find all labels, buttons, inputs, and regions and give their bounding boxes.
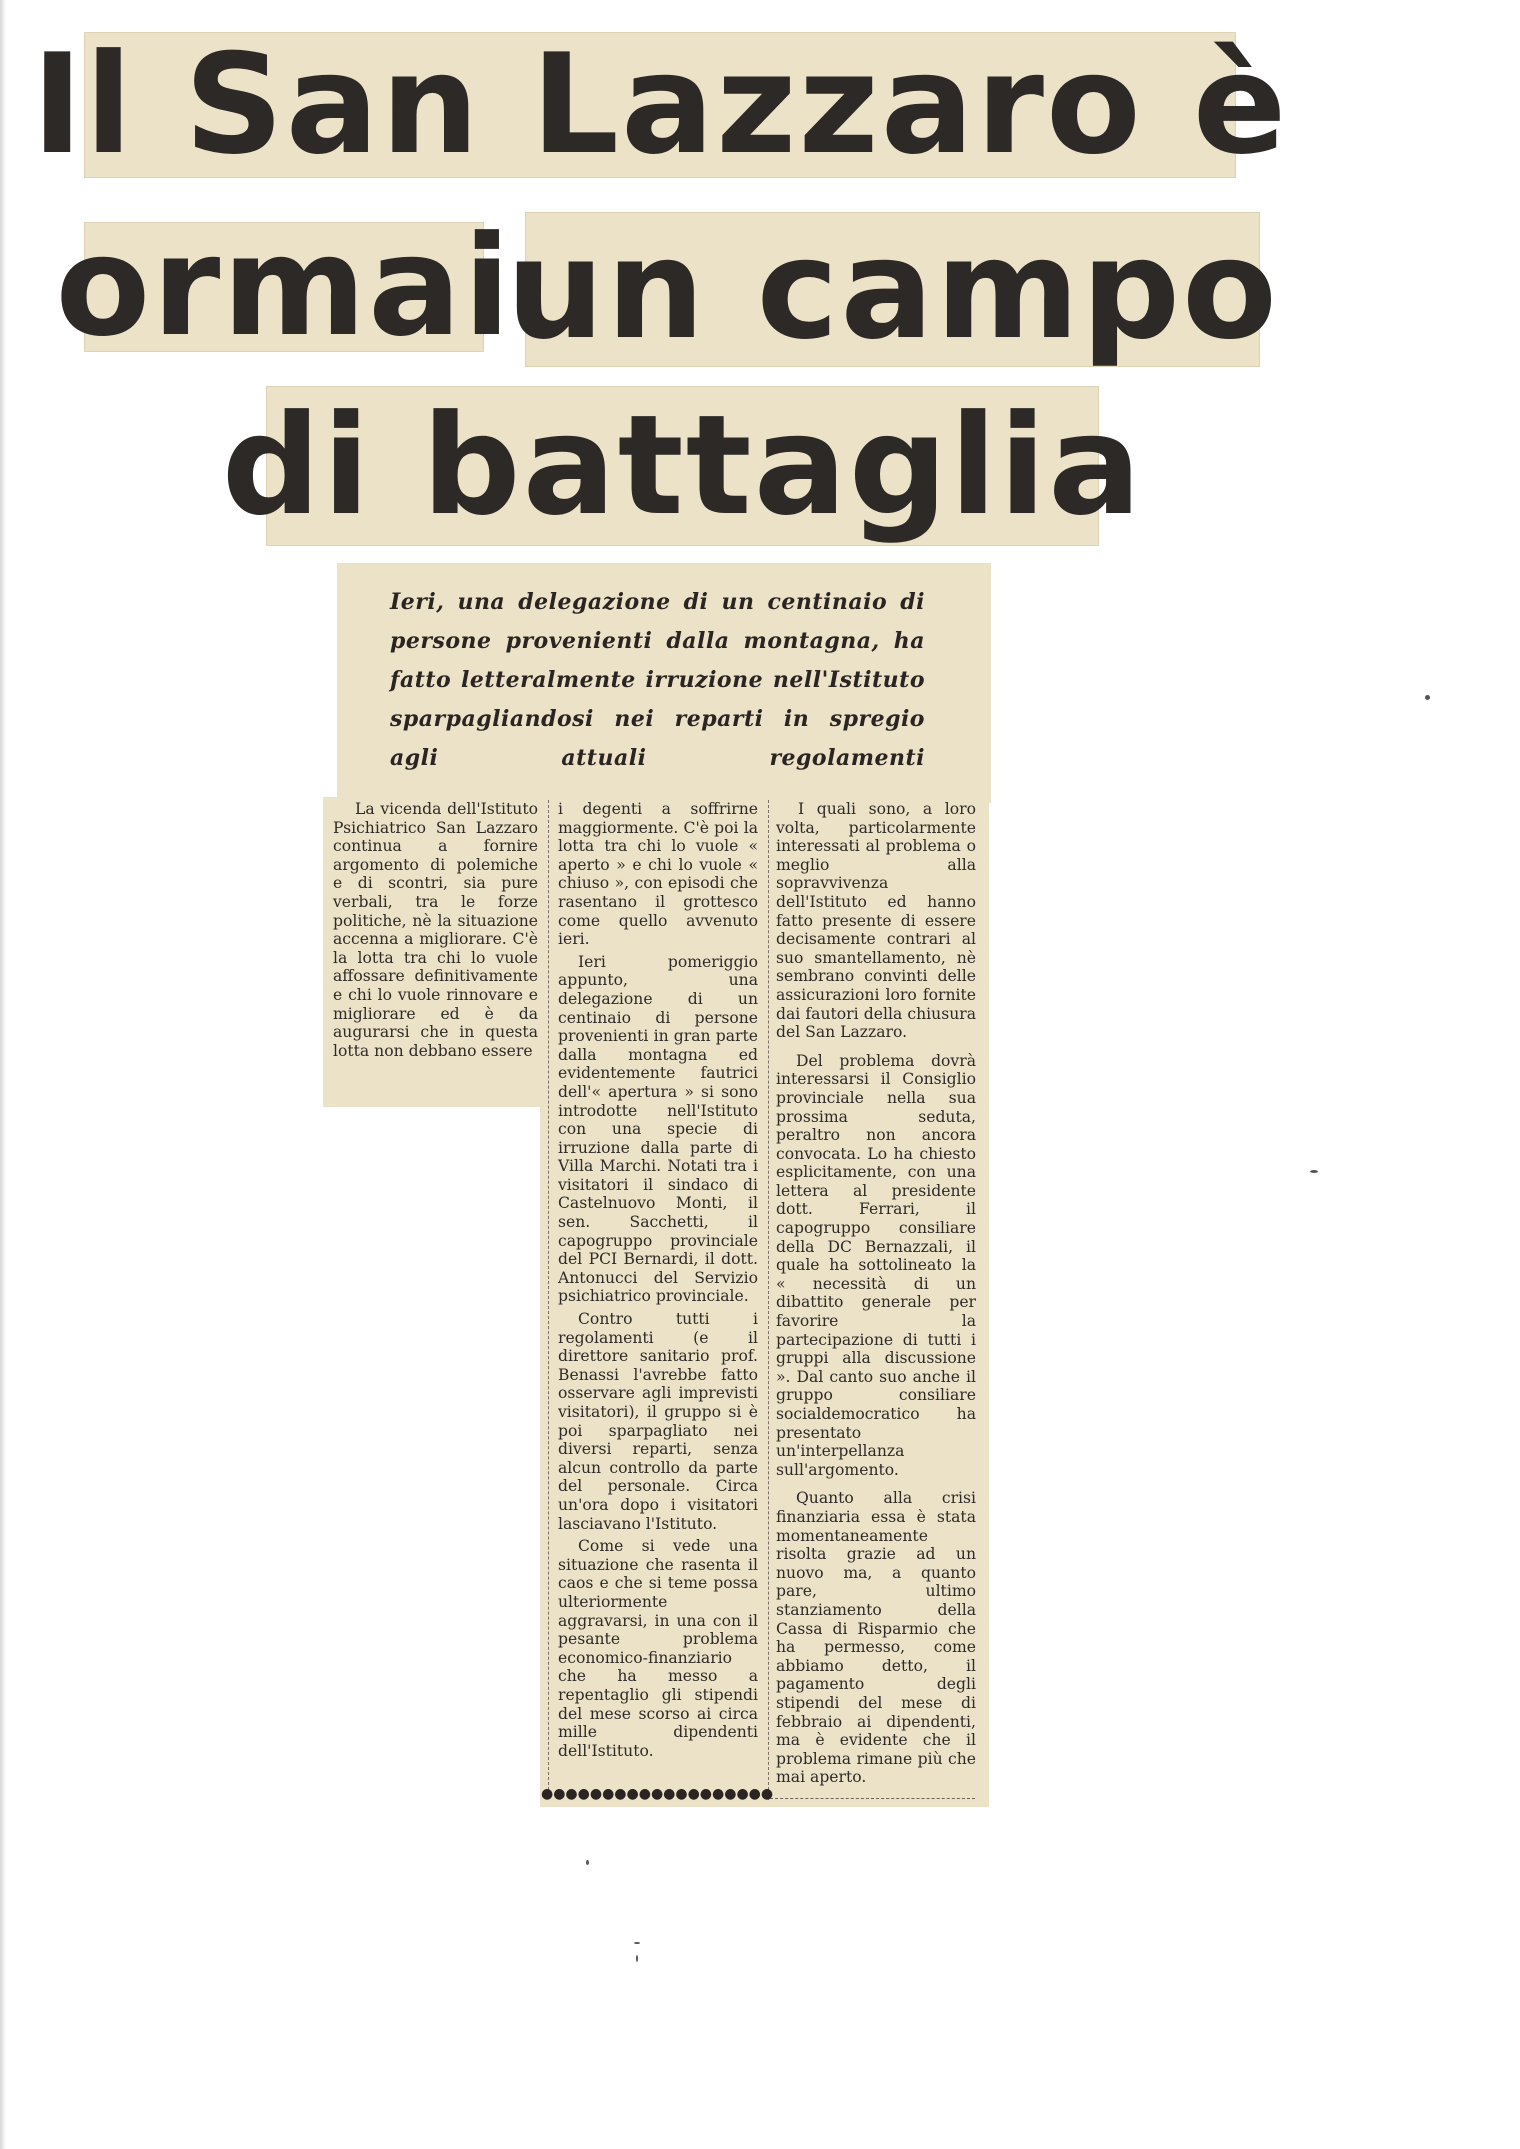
subheadline: Ieri, una delegazione di un centinaio di persone provenienti dalla montagna, ha fatto letteralmente irruzione nell'Istituto sparpagliandosi nei reparti in spregio agli attuali regolamenti xyxy=(390,589,925,771)
article-paragraph: La vicenda dell'Istituto Psichiatrico San Lazzaro continua a fornire argomento di polemiche e di scontri, sia pure verbali, tra le forze politiche, nè la situazione accenna a migliorare. C'è la lotta tra chi lo vuole affossare definitivamente e chi lo vuole rinnovare e migliorare ed è da augurarsi che in questa lotta non debbano essere xyxy=(333,800,538,1060)
headline-line-2b: un campo xyxy=(506,208,1279,370)
scan-speck xyxy=(634,1942,640,1944)
headline-line-2a: ormai xyxy=(55,206,513,367)
article-paragraph: Ieri pomeriggio appunto, una delegazione di un centinaio di persone provenienti in gran parte dalla montagna ed evidentemente fautrici dell'« apertura » si sono introdotte nell'Istituto con una specie di irruzione dalla parte di Villa Marchi. Notati tra i visitatori il sindaco di Castelnuovo Monti, il sen. Sacchetti, il capogruppo provinciale del PCI Bernardi, il dott. Antonucci del Servizio psichiatrico provinciale. xyxy=(558,952,758,1306)
article-paragraph: I quali sono, a loro volta, particolarmente interessati al problema o meglio alla sopravvivenza dell'Istituto ed hanno fatto presente di essere decisamente contrari al suo smantellamento, nè sembrano convinti delle assicurazioni loro fornite dai fautori della chiusura del San Lazzaro. xyxy=(776,800,976,1042)
article-paragraph: Del problema dovrà interessarsi il Consiglio provinciale nella sua prossima seduta, peraltro non ancora convocata. Lo ha chiesto esplicitamente, con una lettera al presidente dott. Ferrari, il capogruppo consiliare della DC Bernazzali, il quale ha sottolineato la « necessità di un dibattito generale per favorire la partecipazione di tutti i gruppi alla discussione ». Dal canto suo anche il gruppo consiliare socialdemocratico ha presentato un'interpellanza sull'argomento. xyxy=(776,1051,976,1479)
article-paragraph: Quanto alla crisi finanziaria essa è stata momentaneamente risolta grazie ad un nuovo ma, a quanto pare, ultimo stanziamento della Cassa di Risparmio che ha permesso, come abbiamo detto, il pagamento degli stipendi del mese di febbraio ai dipendenti, ma è evidente che il problema rimane più che mai aperto. xyxy=(776,1489,976,1787)
column-rule-2 xyxy=(768,800,769,1800)
article-column-1 xyxy=(333,800,538,1064)
article-column-2 xyxy=(558,800,758,1764)
scan-speck xyxy=(586,1860,589,1865)
column-rule-1 xyxy=(548,800,549,1790)
article-column-3 xyxy=(776,800,976,1791)
article-paragraph: Contro tutti i regolamenti (e il direttore sanitario prof. Benassi l'avrebbe fatto osservare agli imprevisti visitatori), il gruppo si è poi sparpagliato nei diversi reparti, senza alcun controllo da parte del personale. Circa un'ora dopo i visitatori lasciavano l'Istituto. xyxy=(558,1310,758,1533)
scan-edge xyxy=(0,0,6,2149)
scan-speck xyxy=(1425,695,1430,700)
headline-line-1: Il San Lazzaro è xyxy=(31,24,1289,185)
end-ornament: ●●●●●●●●●●●●●●●●●●● xyxy=(541,1786,774,1802)
end-rule xyxy=(770,1798,975,1799)
article-paragraph: i degenti a soffrirne maggiormente. C'è poi la lotta tra chi lo vuole « aperto » e chi lo vuole « chiuso », con episodi che rasentano il grottesco come quello avvenuto ieri. xyxy=(558,800,758,949)
article-paragraph: Come si vede una situazione che rasenta il caos e che si teme possa ulteriormente aggravarsi, in una con il pesante problema economico-finanziario che ha messo a repentaglio gli stipendi del mese scorso ai circa mille dipendenti dell'Istituto. xyxy=(558,1537,758,1760)
headline-line-3: di battaglia xyxy=(221,385,1144,546)
scan-speck xyxy=(636,1955,638,1962)
scan-speck xyxy=(1310,1170,1318,1173)
